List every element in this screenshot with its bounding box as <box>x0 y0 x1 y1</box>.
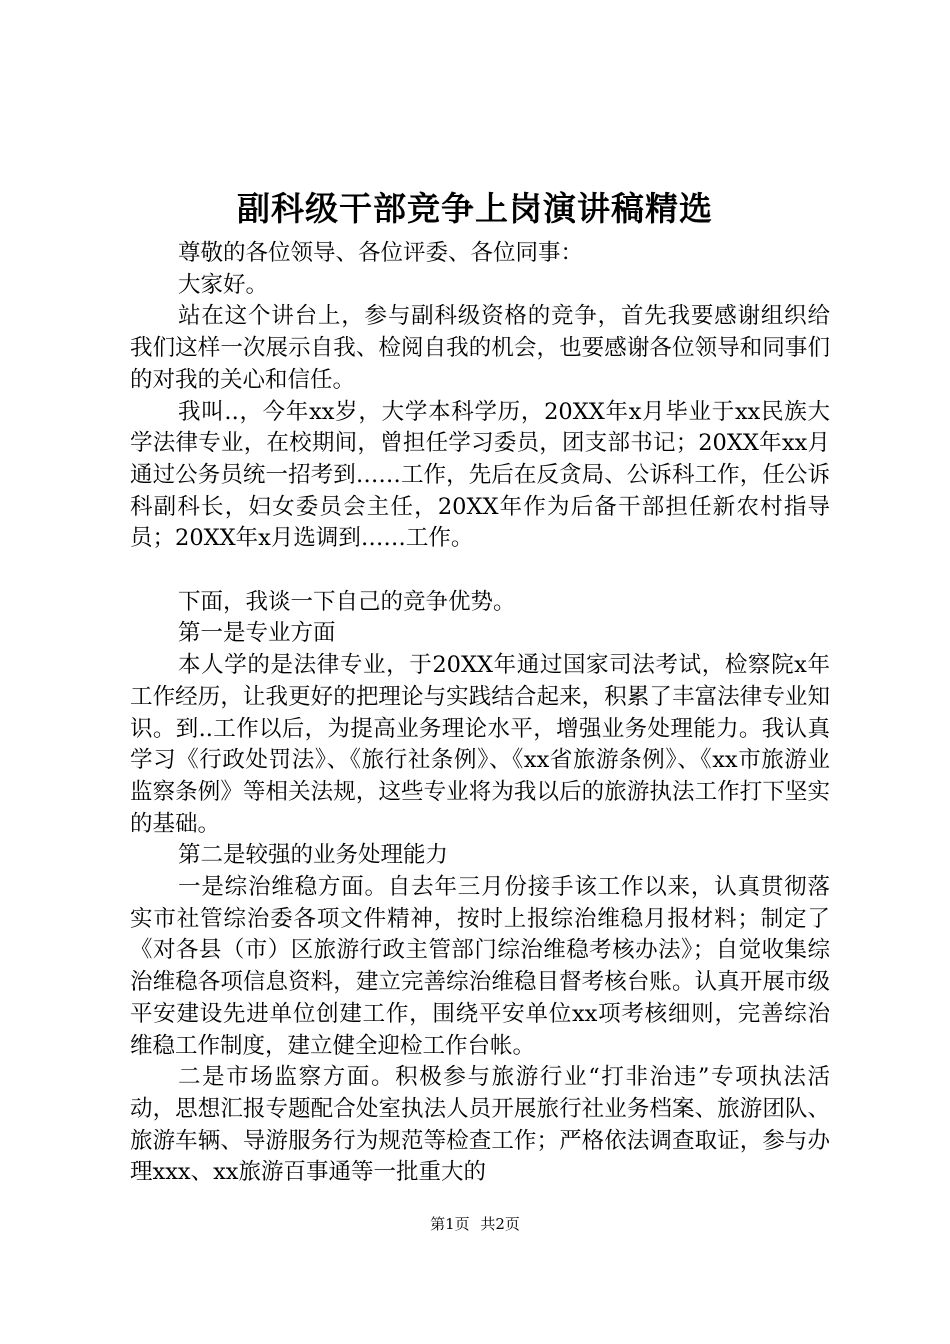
salutation-paragraph: 尊敬的各位领导、各位评委、各位同事： <box>178 240 584 266</box>
body-paragraph: 我叫..，今年xx岁，大学本科学历，20XX年x月毕业于xx民族大学法律专业，在校期间，曾担任学习委员，团支部书记；20XX年xx月通过公务员统一招考到……工作，先后在反贪局、公诉科工作，任公诉科副科长，妇女委员会主任，20XX年作为后备干部担任新农村指导员；20XX年x月选调到……工作。 <box>130 398 830 552</box>
body-paragraph: 站在这个讲台上，参与副科级资格的竞争，首先我要感谢组织给我们这样一次展示自我、检阅自我的机会，也要感谢各位领导和同事们的对我的关心和信任。 <box>130 303 830 393</box>
section-heading: 第一是专业方面 <box>178 620 336 647</box>
body-paragraph: 本人学的是法律专业，于20XX年通过国家司法考试，检察院x年工作经历，让我更好的把理论与实践结合起来，积累了丰富法律专业知识。到..工作以后，为提高业务理论水平，增强业务处理能力。我认真学习《行政处罚法》、《旅行社条例》、《xx省旅游条例》、《xx市旅游业监察条例》等相关法规，这些专业将为我以后的旅游执法工作打下坚实的基础。 <box>130 652 830 837</box>
document-body <box>130 238 830 1189</box>
body-paragraph: 二是市场监察方面。积极参与旅游行业“打非治违”专项执法活动，思想汇报专题配合处室执法人员开展旅行社业务档案、旅游团队、旅游车辆、导游服务行为规范等检查工作；严格依法调查取证，参与办理xxx、xx旅游百事通等一批重大的 <box>130 1064 830 1186</box>
greeting-paragraph: 大家好。 <box>178 271 269 298</box>
document-title: 副科级干部竞争上岗演讲稿精选 <box>237 189 713 228</box>
page-total: 共2页 <box>480 1215 520 1233</box>
paragraph-spacer <box>130 555 830 587</box>
page-number: 第1页 <box>430 1215 470 1233</box>
body-paragraph: 一是综治维稳方面。自去年三月份接手该工作以来，认真贯彻落实市社管综治委各项文件精神，按时上报综治维稳月报材料；制定了《对各县（市）区旅游行政主管部门综治维稳考核办法》；自觉收集综治维稳各项信息资料，建立完善综治维稳目督考核台账。认真开展市级平安建设先进单位创建工作，围绕平安单位xx项考核细则，完善综治维稳工作制度，建立健全迎检工作台帐。 <box>130 874 830 1059</box>
body-paragraph: 下面，我谈一下自己的竞争优势。 <box>178 588 516 615</box>
section-heading: 第二是较强的业务处理能力 <box>178 842 449 869</box>
page-footer <box>0 1213 950 1235</box>
